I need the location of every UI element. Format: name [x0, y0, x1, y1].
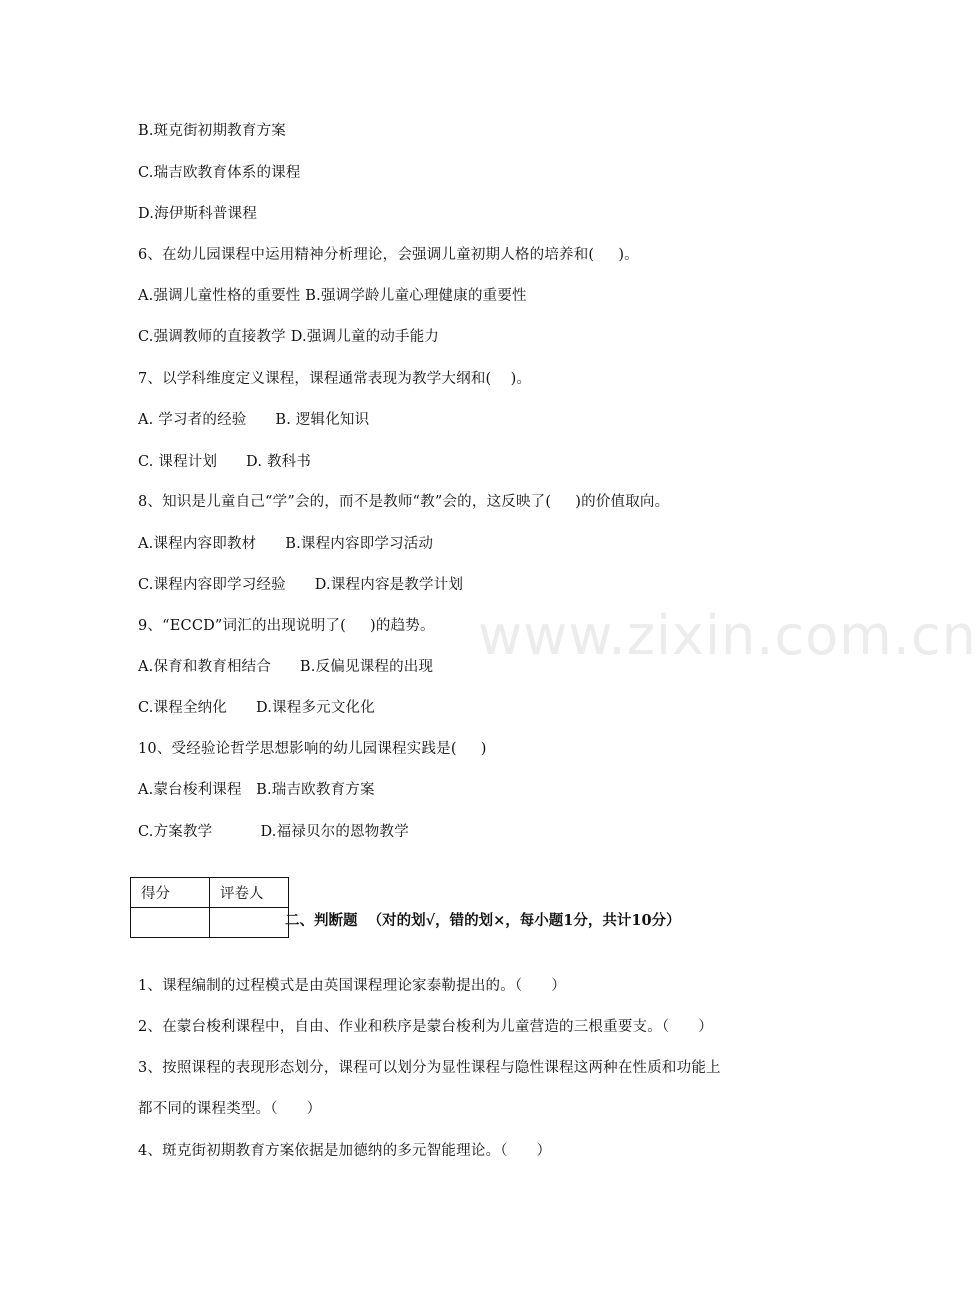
section-heading: 二、判断题 （对的划√，错的划×，每小题1分，共计10分） [285, 912, 681, 929]
question-line: 10、受经验论哲学思想影响的幼儿园课程实践是( ) [138, 741, 487, 757]
judgment-line: 2、在蒙台梭利课程中，自由、作业和秩序是蒙台梭利为儿童营造的三根重要支。（ ） [138, 1019, 713, 1035]
judgment-line: 3、按照课程的表现形态划分，课程可以划分为显性课程与隐性课程这两种在性质和功能上 [138, 1060, 721, 1076]
judgment-line: 1、课程编制的过程模式是由英国课程理论家泰勒提出的。（ ） [138, 978, 566, 994]
grader-cell[interactable] [210, 908, 289, 938]
question-line: 7、以学科维度定义课程，课程通常表现为教学大纲和( )。 [138, 371, 532, 387]
option-line: C. 课程计划 D. 教科书 [138, 454, 312, 470]
option-line: C.课程全纳化 D.课程多元文化化 [138, 700, 375, 716]
option-line: C.强调教师的直接教学 D.强调儿童的动手能力 [138, 329, 440, 345]
option-line: A.蒙台梭利课程 B.瑞吉欧教育方案 [138, 782, 375, 798]
question-line: 8、知识是儿童自己“学”会的，而不是教师“教”会的，这反映了( )的价值取向。 [138, 494, 670, 510]
watermark: www.zixin.com.cn [478, 604, 977, 667]
question-line: 9、“ECCD”词汇的出现说明了( )的趋势。 [138, 618, 435, 634]
option-line: C.方案教学 D.福禄贝尔的恩物教学 [138, 824, 409, 840]
option-line: C.瑞吉欧教育体系的课程 [138, 165, 301, 181]
option-line: A.强调儿童性格的重要性 B.强调学龄儿童心理健康的重要性 [138, 288, 527, 304]
score-header: 得分 [131, 878, 210, 908]
option-line: C.课程内容即学习经验 D.课程内容是教学计划 [138, 577, 464, 593]
option-line: A.课程内容即教材 B.课程内容即学习活动 [138, 536, 434, 552]
judgment-line: 都不同的课程类型。（ ） [138, 1101, 322, 1117]
option-line: D.海伊斯科普课程 [138, 206, 258, 222]
judgment-line: 4、斑克街初期教育方案依据是加德纳的多元智能理论。（ ） [138, 1143, 552, 1159]
option-line: A.保育和教育相结合 B.反偏见课程的出现 [138, 659, 434, 675]
option-line: A. 学习者的经验 B. 逻辑化知识 [138, 412, 370, 428]
grader-header: 评卷人 [210, 878, 289, 908]
score-table [130, 877, 289, 938]
score-cell[interactable] [131, 908, 210, 938]
question-line: 6、在幼儿园课程中运用精神分析理论，会强调儿童初期人格的培养和( )。 [138, 247, 639, 263]
option-line: B.斑克街初期教育方案 [138, 123, 286, 139]
